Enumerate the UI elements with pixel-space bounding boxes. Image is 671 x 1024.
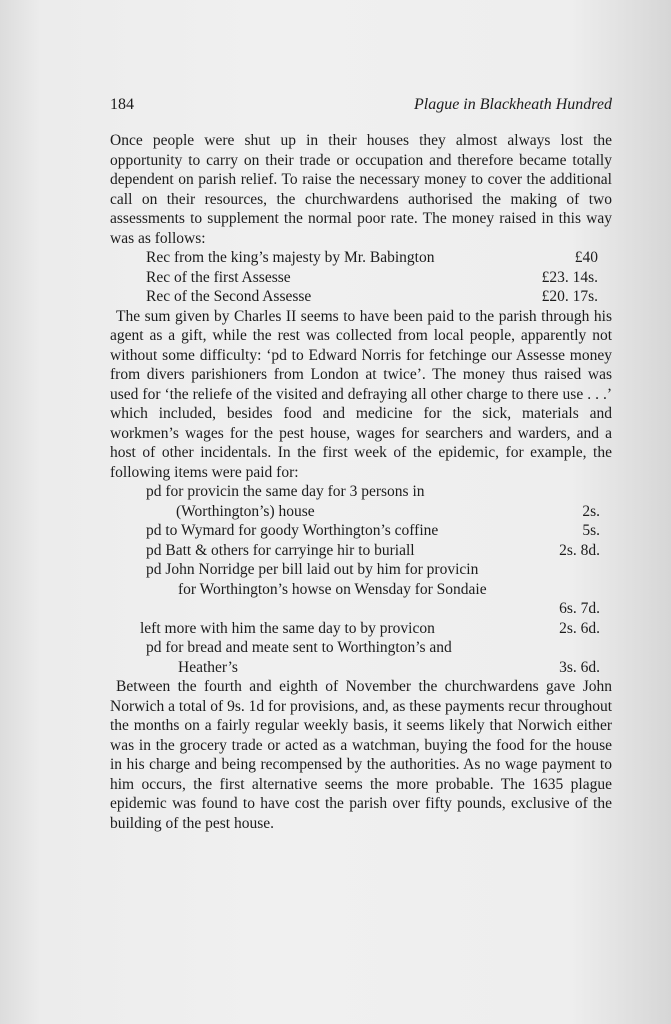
page-header	[110, 95, 612, 119]
payment-row	[110, 521, 612, 541]
payment-amount: 2s. 8d.	[559, 541, 600, 559]
receipt-desc: Rec of the first Assesse	[146, 268, 291, 286]
receipts-list	[110, 248, 612, 307]
payment-desc: (Worthington’s) house	[176, 502, 315, 520]
payment-row	[110, 599, 612, 619]
receipt-row	[110, 287, 612, 307]
receipt-amount: £23. 14s.	[541, 268, 598, 286]
receipt-row	[110, 268, 612, 288]
payment-row	[110, 580, 612, 600]
paragraph-sum: The sum given by Charles II seems to have been paid to the parish through his agent as a gift, while the rest was collected from local people, apparently not without some difficulty: ‘pd to Edward Norris for fetchinge our Assesse money from divers parishioners from London at twice’. The money thus raised was used for ‘the reliefe of the visited and defraying all other charge to there use . . .’ which included, besides food and medicine for the sick, materials and workmen’s wages for the pest house, wages for searchers and warders, and a host of other incidentals. In the first week of the epidemic, for example, the following items were paid for:	[110, 307, 612, 481]
receipt-desc: Rec from the king’s majesty by Mr. Babington	[146, 249, 435, 266]
payment-amount: 6s. 7d.	[559, 600, 600, 617]
payment-row	[110, 638, 612, 658]
payment-desc: pd John Norridge per bill laid out by him for provicin	[146, 561, 479, 578]
running-head: Plague in Blackheath Hundred	[413, 96, 612, 113]
payment-row	[110, 502, 612, 522]
payment-row	[110, 482, 612, 502]
payment-row	[110, 658, 612, 678]
page-number: 184	[110, 96, 134, 113]
payment-amount: 2s.	[582, 502, 600, 520]
payment-desc: left more with him the same day to by provicon	[140, 619, 435, 637]
payment-amount: 3s. 6d.	[559, 658, 600, 676]
payment-desc: pd Batt & others for carryinge hir to buriall	[146, 541, 415, 559]
payment-row	[110, 541, 612, 561]
payment-desc: for Worthington’s howse on Wensday for Sondaie	[178, 580, 487, 598]
payment-desc: pd for bread and meate sent to Worthington’s and	[146, 639, 452, 656]
payment-desc: pd to Wymard for goody Worthington’s coffine	[146, 522, 439, 539]
receipt-row	[110, 248, 612, 268]
book-page	[110, 95, 612, 833]
body-text	[110, 131, 612, 833]
paragraph-intro: Once people were shut up in their houses they almost always lost the opportunity to carry on their trade or occupation and therefore became totally dependent on parish relief. To raise the necessary money to cover the additional call on their resources, the churchwardens authorised the making of two assessments to supplement the normal poor rate. The money raised in this way was as follows:	[110, 132, 612, 247]
payments-list	[110, 482, 612, 677]
payment-amount: 2s. 6d.	[559, 619, 600, 637]
receipt-amount: £20. 17s.	[541, 288, 598, 305]
payment-row	[110, 619, 612, 639]
payment-amount: 5s.	[582, 522, 600, 539]
paragraph-norwich: Between the fourth and eighth of November the churchwardens gave John Norwich a total of 9s. 1d for provisions, and, as these payments recur throughout the months on a fairly regular weekly basis, it seems likely that Norwich either was in the grocery trade or acted as a watchman, buying the food for the house in his charge and being recompensed by the authorities. As no wage payment to him occurs, the first alternative seems the more probable. The 1635 plague epidemic was found to have cost the parish over fifty pounds, exclusive of the building of the pest house.	[110, 678, 612, 832]
payment-desc: pd for provicin the same day for 3 persons in	[146, 483, 425, 500]
receipt-desc: Rec of the Second Assesse	[146, 288, 312, 305]
payment-row	[110, 560, 612, 580]
payment-desc: Heather’s	[178, 658, 238, 676]
receipt-amount: £40	[574, 249, 598, 266]
